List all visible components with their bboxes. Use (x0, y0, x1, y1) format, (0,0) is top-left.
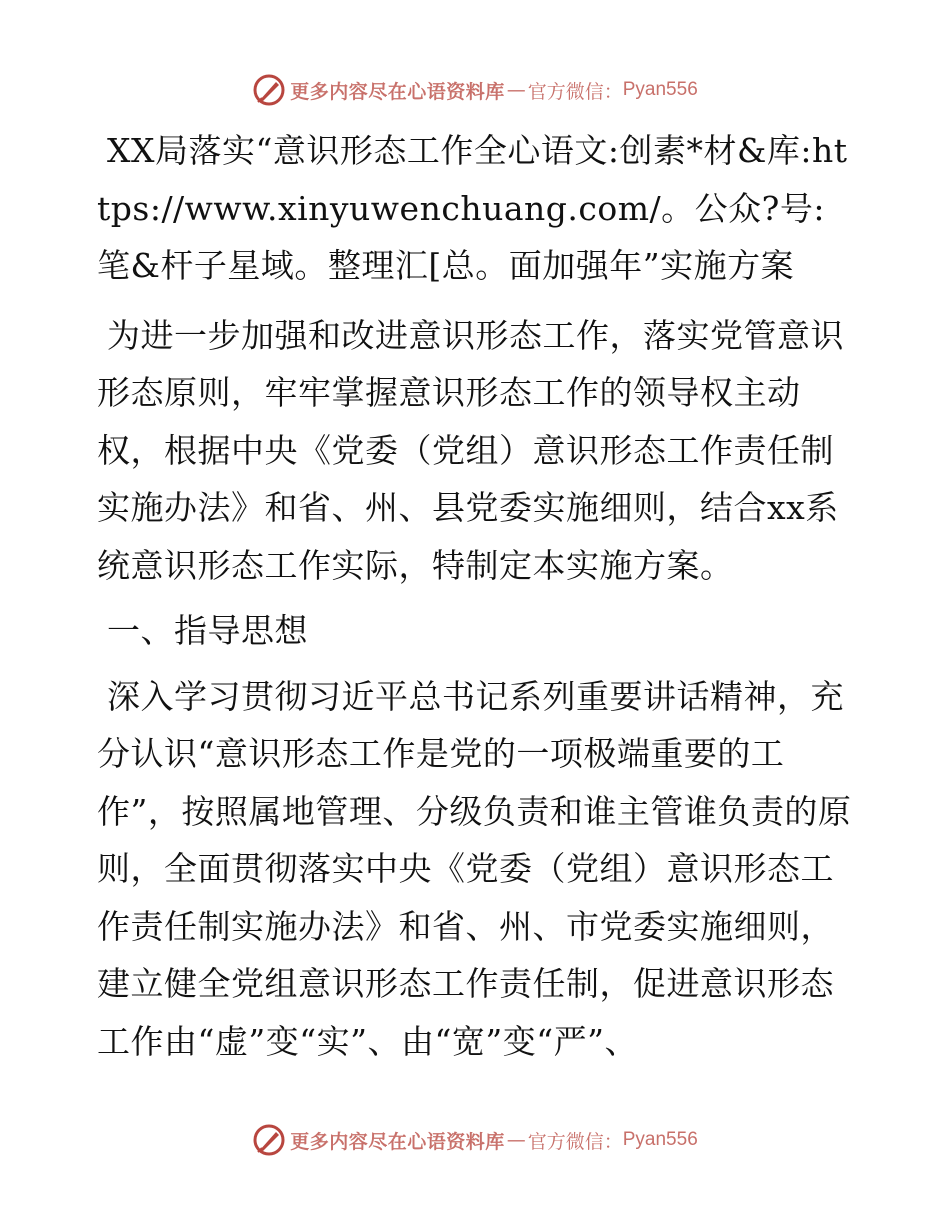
section-body-guiding-ideology: 深入学习贯彻习近平总书记系列重要讲话精神，充分认识“意识形态工作是党的一项极端重要的工作”，按照属地管理、分级负责和谁主管谁负责的原则，全面贯彻落实中央《党委（党组）意识形态工作责任制实施办法》和省、州、市党委实施细则，建立健全党组意识形态工作责任制，促进意识形态工作由“虚”变“实”、由“宽”变“严”、 (97, 676, 852, 1061)
quill-pen-logo-icon (252, 1123, 286, 1157)
section-heading-guiding-ideology: 一、指导思想 (107, 611, 308, 650)
banner-text: 更多内容尽在心语资料库 (290, 1130, 505, 1153)
banner-official-label: 官方微信： (527, 80, 623, 103)
footer-watermark-banner (0, 1120, 950, 1160)
document-title: XX局落实“意识形态工作全心语文:创素*材&库:https://www.xinyuwenchuang.com/。公众?号: 笔&杆子星域。整理汇[总。面加强年”实施方案 (97, 131, 848, 285)
document-body (97, 122, 857, 1070)
banner-official-label: 官方微信： (527, 1130, 623, 1153)
banner-separator: — (506, 1129, 526, 1151)
banner-text: 更多内容尽在心语资料库 (290, 80, 505, 103)
banner-separator: — (506, 79, 526, 101)
banner-wechat-id: Pyan556 (622, 1129, 698, 1150)
quill-pen-logo-icon (252, 73, 286, 107)
banner-wechat-id: Pyan556 (622, 79, 698, 100)
intro-paragraph: 为进一步加强和改进意识形态工作，落实党管意识形态原则，牢牢掌握意识形态工作的领导权主动权，根据中央《党委（党组）意识形态工作责任制实施办法》和省、州、县党委实施细则，结合xx系统意识形态工作实际，特制定本实施方案。 (97, 315, 844, 585)
header-watermark-banner (0, 70, 950, 110)
